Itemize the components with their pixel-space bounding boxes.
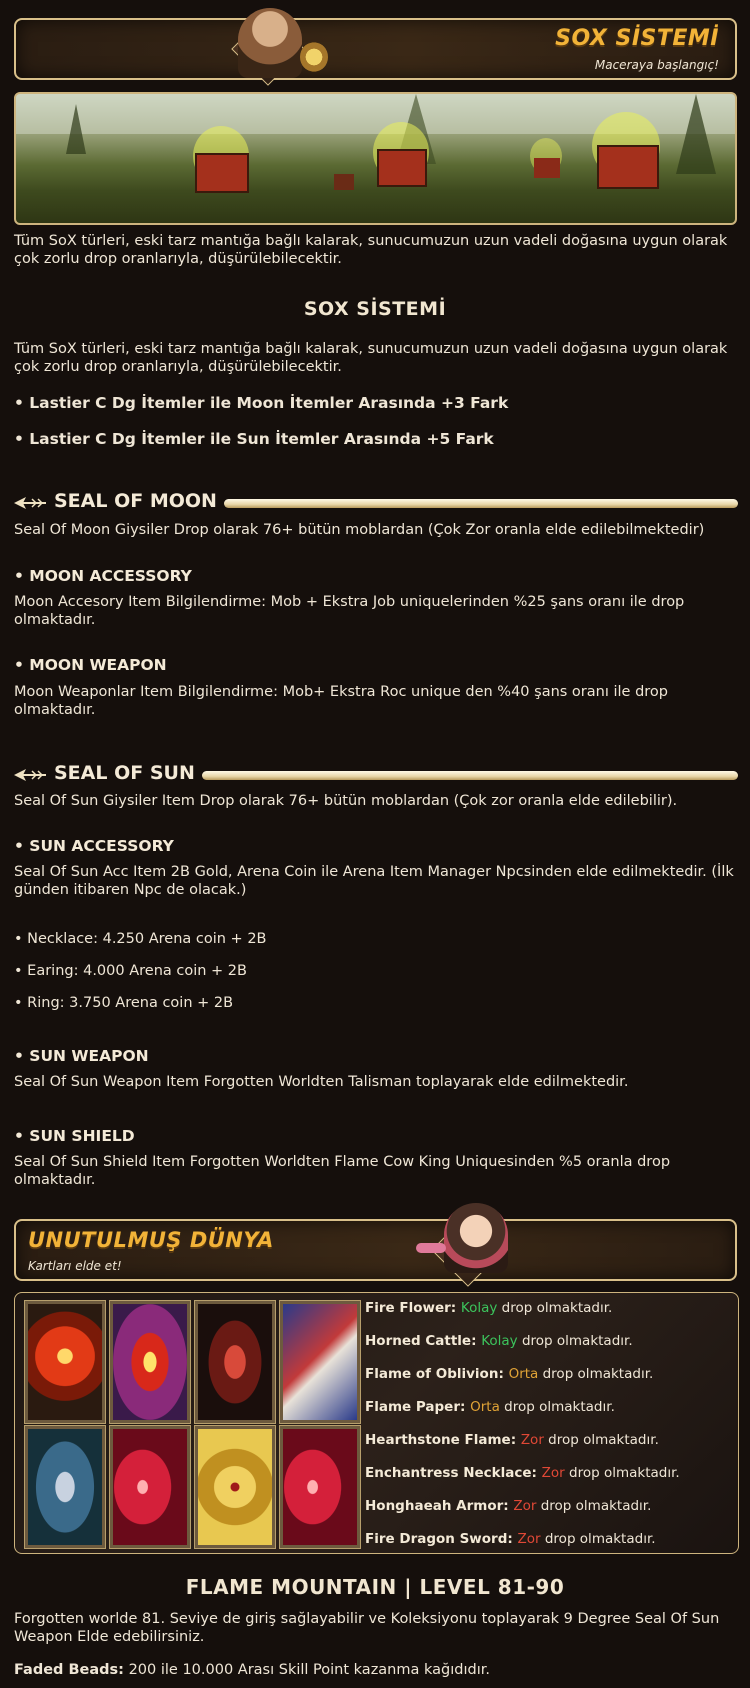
drop-level: Orta [508, 1366, 539, 1382]
seal-of-sun-title: SEAL OF SUN [54, 762, 195, 784]
drop-suffix: drop olmaktadır. [544, 1531, 656, 1547]
drop-suffix: drop olmaktadır. [569, 1465, 680, 1481]
sox-header-banner [14, 18, 737, 80]
sox-paragraph: Tüm SoX türleri, eski tarz mantığa bağlı kalarak, sunucumuzun uzun vadeli doğasına uygun olarak çok zorlu drop oranlarıyla, düşürülebilecektir. [14, 341, 728, 375]
sun-shield-text: Seal Of Sun Shield Item Forgotten Worldten Flame Cow King Uniquesinden %5 oranla drop olmaktadır. [14, 1154, 671, 1188]
divider-bar [202, 771, 738, 780]
seal-of-moon-title: SEAL OF MOON [54, 490, 217, 512]
drop-item-colon: : [471, 1333, 482, 1349]
card-enchantress-necklace [110, 1426, 190, 1548]
chest-2 [373, 122, 429, 186]
arrow-ornament-icon [14, 768, 46, 782]
cards-panel [14, 1292, 739, 1554]
sun-price-ring: • Ring: 3.750 Arena coin + 2B [14, 995, 234, 1011]
drop-level: Zor [517, 1531, 541, 1547]
drop-item-colon: : [531, 1465, 542, 1481]
drop-row [365, 1332, 633, 1350]
sox-bullet-2: • Lastier C Dg İtemler ile Sun İtemler Arasında +5 Fark [14, 430, 494, 448]
faded-beads-line [14, 1661, 738, 1679]
chest-3 [334, 174, 354, 190]
divider-bar [224, 499, 738, 508]
drop-item-name: Flame Paper [365, 1399, 461, 1415]
drop-item-colon: : [507, 1531, 518, 1547]
moon-weapon-text: Moon Weaponlar Item Bilgilendirme: Mob+ Ekstra Roc unique den %40 şans oranı ile drop olmaktadır. [14, 684, 668, 718]
intro-paragraph: Tüm SoX türleri, eski tarz mantığa bağlı kalarak, sunucumuzun uzun vadeli doğasına uygun olarak çok zorlu drop oranlarıyla, düşürülebilecektir. [14, 233, 728, 267]
drop-suffix: drop olmaktadır. [521, 1333, 633, 1349]
drop-item-name: Flame of Oblivion [365, 1366, 499, 1382]
drop-level: Zor [513, 1498, 537, 1514]
drop-level: Zor [520, 1432, 544, 1448]
drop-item-name: Fire Flower [365, 1300, 451, 1316]
faded-beads-text: 200 ile 10.000 Arası Skill Point kazanma kağıdıdır. [123, 1662, 490, 1678]
arrow-ornament-icon [14, 496, 46, 510]
drop-item-colon: : [503, 1498, 514, 1514]
drop-item-name: Horned Cattle [365, 1333, 472, 1349]
sun-weapon-text: Seal Of Sun Weapon Item Forgotten Worldten Talisman toplayarak elde edilmektedir. [14, 1074, 629, 1090]
banner-title: UNUTULMUŞ DÜNYA [28, 1228, 274, 1252]
drop-level: Orta [470, 1399, 500, 1415]
drop-row [365, 1431, 659, 1449]
drop-suffix: drop olmaktadır. [540, 1498, 652, 1514]
drop-row [365, 1299, 612, 1317]
drop-level: Zor [541, 1465, 565, 1481]
drop-suffix: drop olmaktadır. [542, 1366, 654, 1382]
card-flame-paper [280, 1301, 360, 1423]
moon-weapon-title: • MOON WEAPON [14, 656, 167, 674]
drop-row [365, 1530, 656, 1548]
sox-hero-image [14, 92, 737, 225]
warrior-portrait-icon [238, 8, 302, 78]
sun-accessory-title: • SUN ACCESSORY [14, 837, 174, 855]
moon-accessory-title: • MOON ACCESSORY [14, 567, 192, 585]
drop-suffix: drop olmaktadır. [504, 1399, 615, 1415]
card-flame-of-oblivion [195, 1301, 275, 1423]
girl-portrait-icon [444, 1203, 508, 1273]
card-horned-cattle [110, 1301, 190, 1423]
drop-item-colon: : [498, 1366, 509, 1382]
drop-level: Kolay [460, 1300, 498, 1316]
drop-item-name: Fire Dragon Sword [365, 1531, 508, 1547]
card-fire-dragon-sword [280, 1426, 360, 1548]
chest-4 [530, 138, 562, 178]
banner-subtitle: Kartları elde et! [28, 1259, 122, 1273]
seal-of-sun-heading [14, 764, 738, 788]
drop-item-name: Enchantress Necklace [365, 1465, 532, 1481]
drop-row [365, 1464, 680, 1482]
card-honghaeah-armor [195, 1426, 275, 1548]
sox-system-title: SOX SİSTEMİ [303, 298, 447, 320]
sun-shield-title: • SUN SHIELD [14, 1127, 135, 1145]
sun-weapon-title: • SUN WEAPON [14, 1047, 149, 1065]
sox-bullet-1: • Lastier C Dg İtemler ile Moon İtemler Arasında +3 Fark [14, 394, 509, 412]
drop-row [365, 1398, 615, 1416]
drop-suffix: drop olmaktadır. [501, 1300, 613, 1316]
seal-of-moon-heading [14, 492, 738, 516]
moon-accessory-text: Moon Accesory Item Bilgilendirme: Mob + Ekstra Job uniquelerinden %25 şans oranı ile drop olmaktadır. [14, 594, 685, 628]
drop-item-name: Honghaeah Armor [365, 1498, 504, 1514]
chest-1 [193, 126, 249, 192]
drop-level: Kolay [481, 1333, 518, 1349]
chest-5 [592, 112, 660, 188]
sun-paragraph: Seal Of Sun Giysiler Item Drop olarak 76+ bütün moblardan (Çok zor oranla elde edilebilir). [14, 793, 678, 809]
banner-subtitle: Maceraya başlangıç! [594, 58, 719, 72]
card-hearthstone-flame [25, 1426, 105, 1548]
drop-row [365, 1365, 653, 1383]
flame-mountain-title: FLAME MOUNTAIN | LEVEL 81-90 [185, 1575, 565, 1599]
drop-item-colon: : [460, 1399, 471, 1415]
card-fire-flower [25, 1301, 105, 1423]
drop-suffix: drop olmaktadır. [548, 1432, 659, 1448]
forgotten-world-banner [14, 1219, 737, 1281]
flame-paragraph: Forgotten worlde 81. Seviye de giriş sağlayabilir ve Koleksiyonu toplayarak 9 Degree Seal Of Sun Weapon Elde edebilirsiniz. [14, 1611, 720, 1645]
banner-title: SOX SİSTEMİ [555, 26, 719, 51]
drop-item-colon: : [450, 1300, 461, 1316]
sun-accessory-text: Seal Of Sun Acc Item 2B Gold, Arena Coin ile Arena Item Manager Npcsinden elde edilmektedir. (İlk günden itibaren Npc de olacak.) [14, 864, 734, 898]
sun-price-earing: • Earing: 4.000 Arena coin + 2B [14, 963, 247, 979]
moon-paragraph: Seal Of Moon Giysiler Drop olarak 76+ bütün moblardan (Çok Zor oranla elde edilebilmektedir) [14, 522, 705, 538]
drop-row [365, 1497, 651, 1515]
fan-icon [416, 1243, 446, 1253]
drop-item-name: Hearthstone Flame [365, 1432, 511, 1448]
sun-price-necklace: • Necklace: 4.250 Arena coin + 2B [14, 931, 267, 947]
mask-emblem-icon [300, 42, 328, 72]
faded-beads-label: Faded Beads: [14, 1662, 124, 1678]
drop-item-colon: : [510, 1432, 521, 1448]
